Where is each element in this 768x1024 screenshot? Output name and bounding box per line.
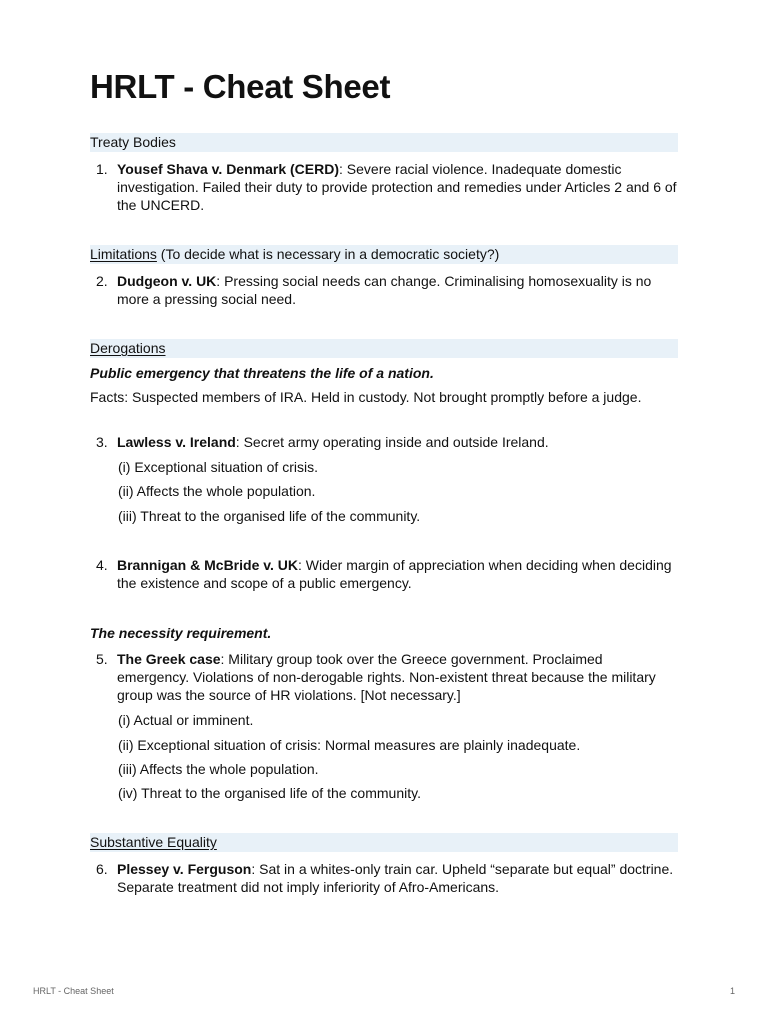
section-heading-treaty-bodies <box>90 133 678 152</box>
section-heading-derogations <box>90 339 678 358</box>
item-number: 5. <box>96 651 108 667</box>
case-name: Yousef Shava v. Denmark (CERD) <box>117 161 339 177</box>
footer-title: HRLT - Cheat Sheet <box>33 986 114 996</box>
case-name: Lawless v. Ireland <box>117 434 236 450</box>
criteria-point: (i) Actual or imminent. <box>118 712 254 728</box>
item-number: 4. <box>96 557 108 573</box>
item-number: 2. <box>96 273 108 289</box>
heading-text: Derogations <box>90 340 166 356</box>
criteria-point: (iii) Affects the whole population. <box>118 761 319 777</box>
footer-page-number: 1 <box>729 986 735 996</box>
item-body <box>117 556 678 592</box>
item-body <box>117 160 678 214</box>
case-text: : Severe racial violence. Inadequate domestic investigation. Failed their duty to provide protection and remedies under Articles 2 and 6 of the UNCERD. <box>117 161 677 213</box>
section-heading-substantive-equality <box>90 833 678 852</box>
criteria-point: (iv) Threat to the organised life of the community. <box>118 785 421 801</box>
item-body <box>117 650 678 704</box>
case-name: Dudgeon v. UK <box>117 273 217 289</box>
page-title: HRLT - Cheat Sheet <box>90 68 391 105</box>
facts-paragraph: Facts: Suspected members of IRA. Held in custody. Not brought promptly before a judge. <box>90 389 642 405</box>
heading-text: Substantive Equality <box>90 834 217 850</box>
case-text: : Sat in a whites-only train car. Upheld “separate but equal” doctrine. Separate treatment did not imply inferiority of Afro-Americans. <box>117 861 674 895</box>
subheading-public-emergency: Public emergency that threatens the life of a nation. <box>90 365 434 381</box>
criteria-point: (iii) Threat to the organised life of the community. <box>118 508 421 524</box>
subheading-necessity: The necessity requirement. <box>90 625 272 641</box>
criteria-point: (ii) Affects the whole population. <box>118 483 316 499</box>
criteria-point: (ii) Exceptional situation of crisis: Normal measures are plainly inadequate. <box>118 737 581 753</box>
item-number: 1. <box>96 161 108 177</box>
case-name: Brannigan & McBride v. UK <box>117 557 298 573</box>
item-body <box>117 860 678 896</box>
case-name: Plessey v. Ferguson <box>117 861 252 877</box>
case-name: The Greek case <box>117 651 221 667</box>
case-text: : Pressing social needs can change. Criminalising homosexuality is no more a pressing social need. <box>117 273 652 307</box>
case-text: : Wider margin of appreciation when deciding when deciding the existence and scope of a public emergency. <box>117 557 672 591</box>
section-heading-limitations <box>90 245 678 264</box>
item-number: 6. <box>96 861 108 877</box>
item-body <box>117 433 678 451</box>
item-number: 3. <box>96 434 108 450</box>
case-text: : Military group took over the Greece government. Proclaimed emergency. Violations of non-derogable rights. Non-existent threat because the military group was the source of HR violations. [Not necessary.] <box>117 651 656 703</box>
criteria-point: (i) Exceptional situation of crisis. <box>118 459 318 475</box>
heading-note: (To decide what is necessary in a democratic society?) <box>156 246 500 262</box>
item-body <box>117 272 678 308</box>
heading-text: Treaty Bodies <box>90 134 176 150</box>
heading-text: Limitations <box>90 246 157 262</box>
case-text: : Secret army operating inside and outside Ireland. <box>235 434 549 450</box>
